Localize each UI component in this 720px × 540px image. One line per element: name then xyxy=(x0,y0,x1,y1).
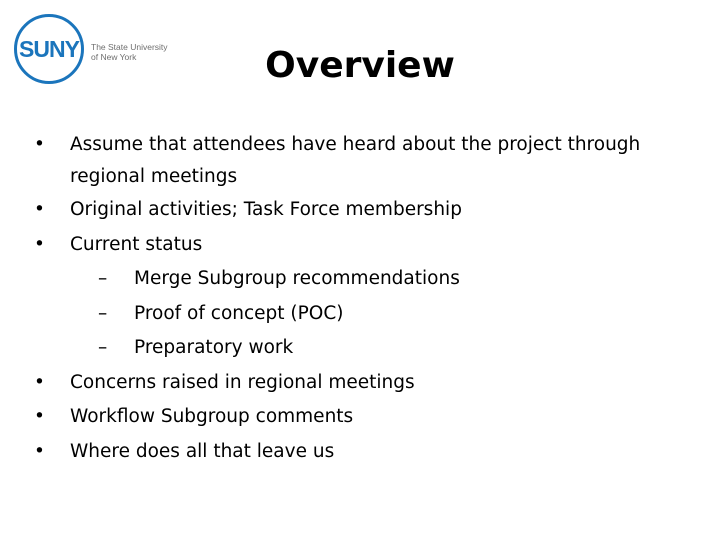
sub-bullet-item xyxy=(30,297,680,332)
bullet-text: Where does all that leave us xyxy=(70,440,335,462)
bullet-item xyxy=(30,400,680,435)
sub-bullet-text: Proof of concept (POC) xyxy=(134,302,344,324)
bullet-marker: • xyxy=(34,440,45,462)
logo-mark: SUNY xyxy=(19,35,79,62)
bullet-marker: • xyxy=(34,199,45,220)
sub-bullet-item xyxy=(30,331,680,366)
bullet-marker: • xyxy=(34,406,45,427)
slide-title xyxy=(0,44,720,88)
bullet-marker: • xyxy=(34,233,45,255)
bullet-text: Current status xyxy=(70,233,203,255)
bullet-list xyxy=(30,129,680,469)
bullet-text: Workflow Subgroup comments xyxy=(70,406,354,427)
logo-tagline-line2: of New York xyxy=(91,52,137,62)
bullet-text: Original activities; Task Force membership xyxy=(70,199,462,220)
bullet-item xyxy=(30,366,680,401)
sub-bullet-marker: – xyxy=(98,302,108,324)
bullet-item xyxy=(30,193,680,228)
bullet-item xyxy=(30,228,680,263)
slide-title-text: Overview xyxy=(265,45,455,86)
sub-bullet-item xyxy=(30,262,680,297)
bullet-marker: • xyxy=(34,134,45,155)
sub-bullet-text: Preparatory work xyxy=(134,337,294,358)
bullet-marker: • xyxy=(34,371,45,393)
bullet-text: Assume that attendees have heard about the project through regional meetings xyxy=(70,134,641,187)
sub-bullet-marker: – xyxy=(98,268,108,289)
bullet-item xyxy=(30,129,680,193)
bullet-item xyxy=(30,435,680,470)
logo-tagline-line1: The State University xyxy=(91,42,168,52)
bullet-text: Concerns raised in regional meetings xyxy=(70,371,415,393)
sub-bullet-text: Merge Subgroup recommendations xyxy=(134,268,460,289)
sub-bullet-marker: – xyxy=(98,337,108,358)
